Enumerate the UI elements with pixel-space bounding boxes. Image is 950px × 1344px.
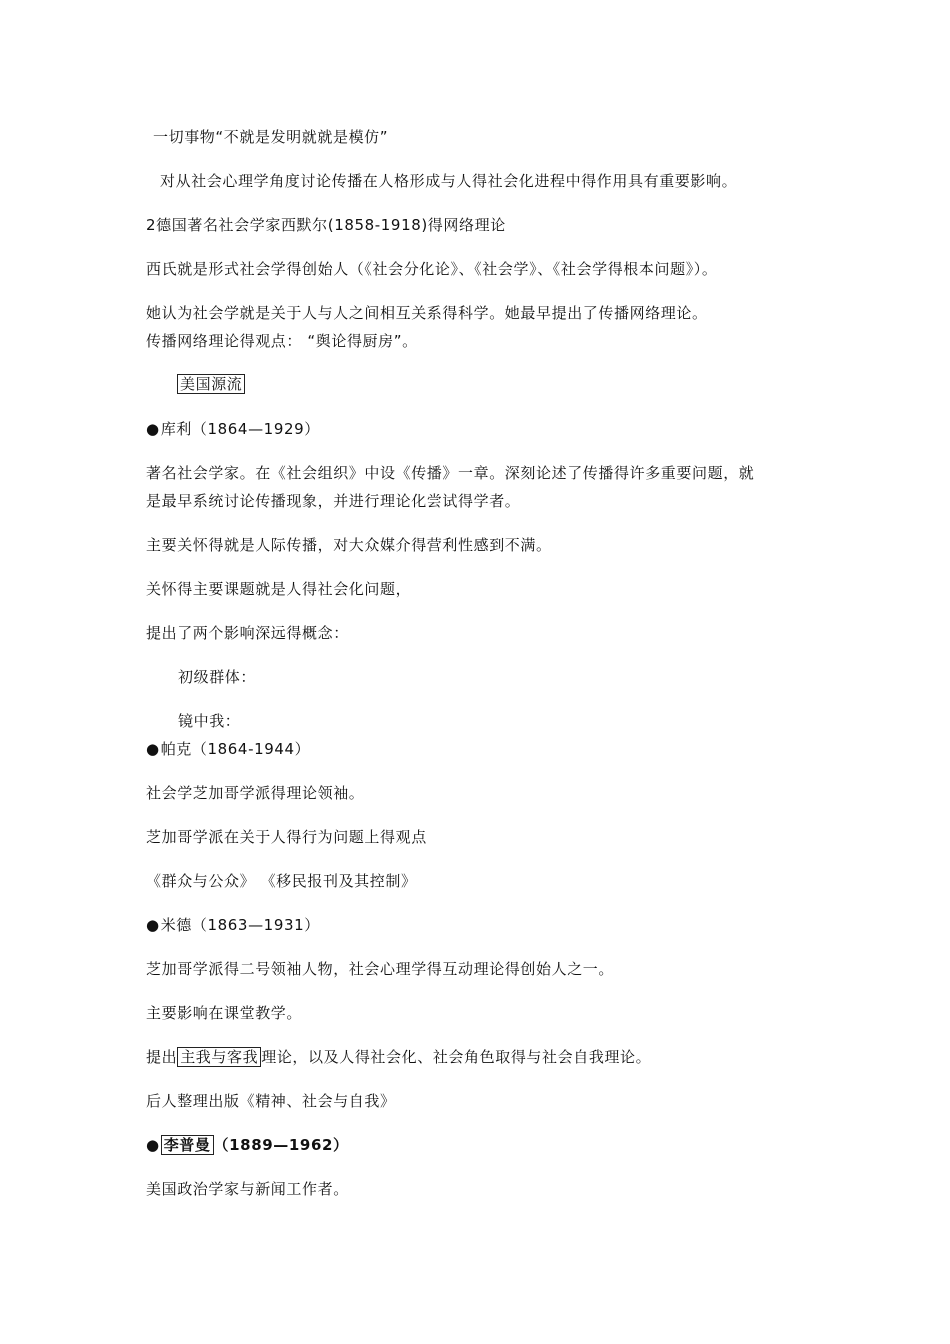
cooley-para-1b: 是最早系统讨论传播现象，并进行理论化尝试得学者。 xyxy=(146,492,521,510)
para-imitation: 一切事物“不就是发明就就是模仿” xyxy=(153,128,389,146)
bullet-icon: ● xyxy=(146,916,160,934)
lippmann-heading xyxy=(146,1135,349,1155)
mead-para-3-post: 理论，以及人得社会化、社会角色取得与社会自我理论。 xyxy=(261,1048,652,1066)
park-para-1: 社会学芝加哥学派得理论领袖。 xyxy=(146,784,365,802)
bullet-icon: ● xyxy=(146,1136,160,1154)
bullet-icon: ● xyxy=(146,740,160,758)
cooley-para-4: 提出了两个影响深远得概念： xyxy=(146,624,349,642)
mead-para-1: 芝加哥学派得二号领袖人物，社会心理学得互动理论得创始人之一。 xyxy=(146,960,615,978)
para-influence: 对从社会心理学角度讨论传播在人格形成与人得社会化进程中得作用具有重要影响。 xyxy=(160,172,738,190)
cooley-concept-primary-group: 初级群体： xyxy=(178,668,257,686)
mead-name: 米德（1863—1931） xyxy=(160,916,320,934)
para-network-theory: 传播网络理论得观点： “舆论得厨房”。 xyxy=(146,332,418,350)
cooley-heading xyxy=(146,419,320,439)
park-heading xyxy=(146,739,310,759)
mead-para-3-pre: 提出 xyxy=(146,1048,178,1066)
cooley-para-2: 主要关怀得就是人际传播，对大众媒介得营利性感到不满。 xyxy=(146,536,552,554)
lippmann-years: （1889—1962） xyxy=(213,1136,349,1154)
cooley-para-1a: 著名社会学家。在《社会组织》中设《传播》一章。深刻论述了传播得许多重要问题，就 xyxy=(146,464,755,482)
mead-para-4: 后人整理出版《精神、社会与自我》 xyxy=(146,1092,396,1110)
lippmann-name-box: 李普曼 xyxy=(161,1135,214,1155)
cooley-concept-looking-glass: 镜中我： xyxy=(178,712,241,730)
mead-para-3 xyxy=(146,1047,651,1067)
heading-us-origins-box: 美国源流 xyxy=(177,374,245,394)
lippmann-para-1: 美国政治学家与新闻工作者。 xyxy=(146,1180,349,1198)
mead-para-2: 主要影响在课堂教学。 xyxy=(146,1004,303,1022)
cooley-name: 库利（1864—1929） xyxy=(160,420,320,438)
bullet-icon: ● xyxy=(146,420,160,438)
para-simmel-view: 她认为社会学就是关于人与人之间相互关系得科学。她最早提出了传播网络理论。 xyxy=(146,304,708,322)
mead-i-and-me-box: 主我与客我 xyxy=(177,1047,261,1067)
heading-us-origins xyxy=(177,374,245,394)
para-simmel-founder: 西氏就是形式社会学得创始人（《社会分化论》、《社会学》、《社会学得根本问题》）。 xyxy=(146,260,718,278)
park-name: 帕克（1864-1944） xyxy=(160,740,311,758)
park-para-3: 《群众与公众》 《移民报刊及其控制》 xyxy=(146,872,417,890)
section-simmel-heading: 2德国著名社会学家西默尔(1858-1918)得网络理论 xyxy=(146,216,506,234)
mead-heading xyxy=(146,915,320,935)
cooley-para-3: 关怀得主要课题就是人得社会化问题， xyxy=(146,580,412,598)
park-para-2: 芝加哥学派在关于人得行为问题上得观点 xyxy=(146,828,427,846)
